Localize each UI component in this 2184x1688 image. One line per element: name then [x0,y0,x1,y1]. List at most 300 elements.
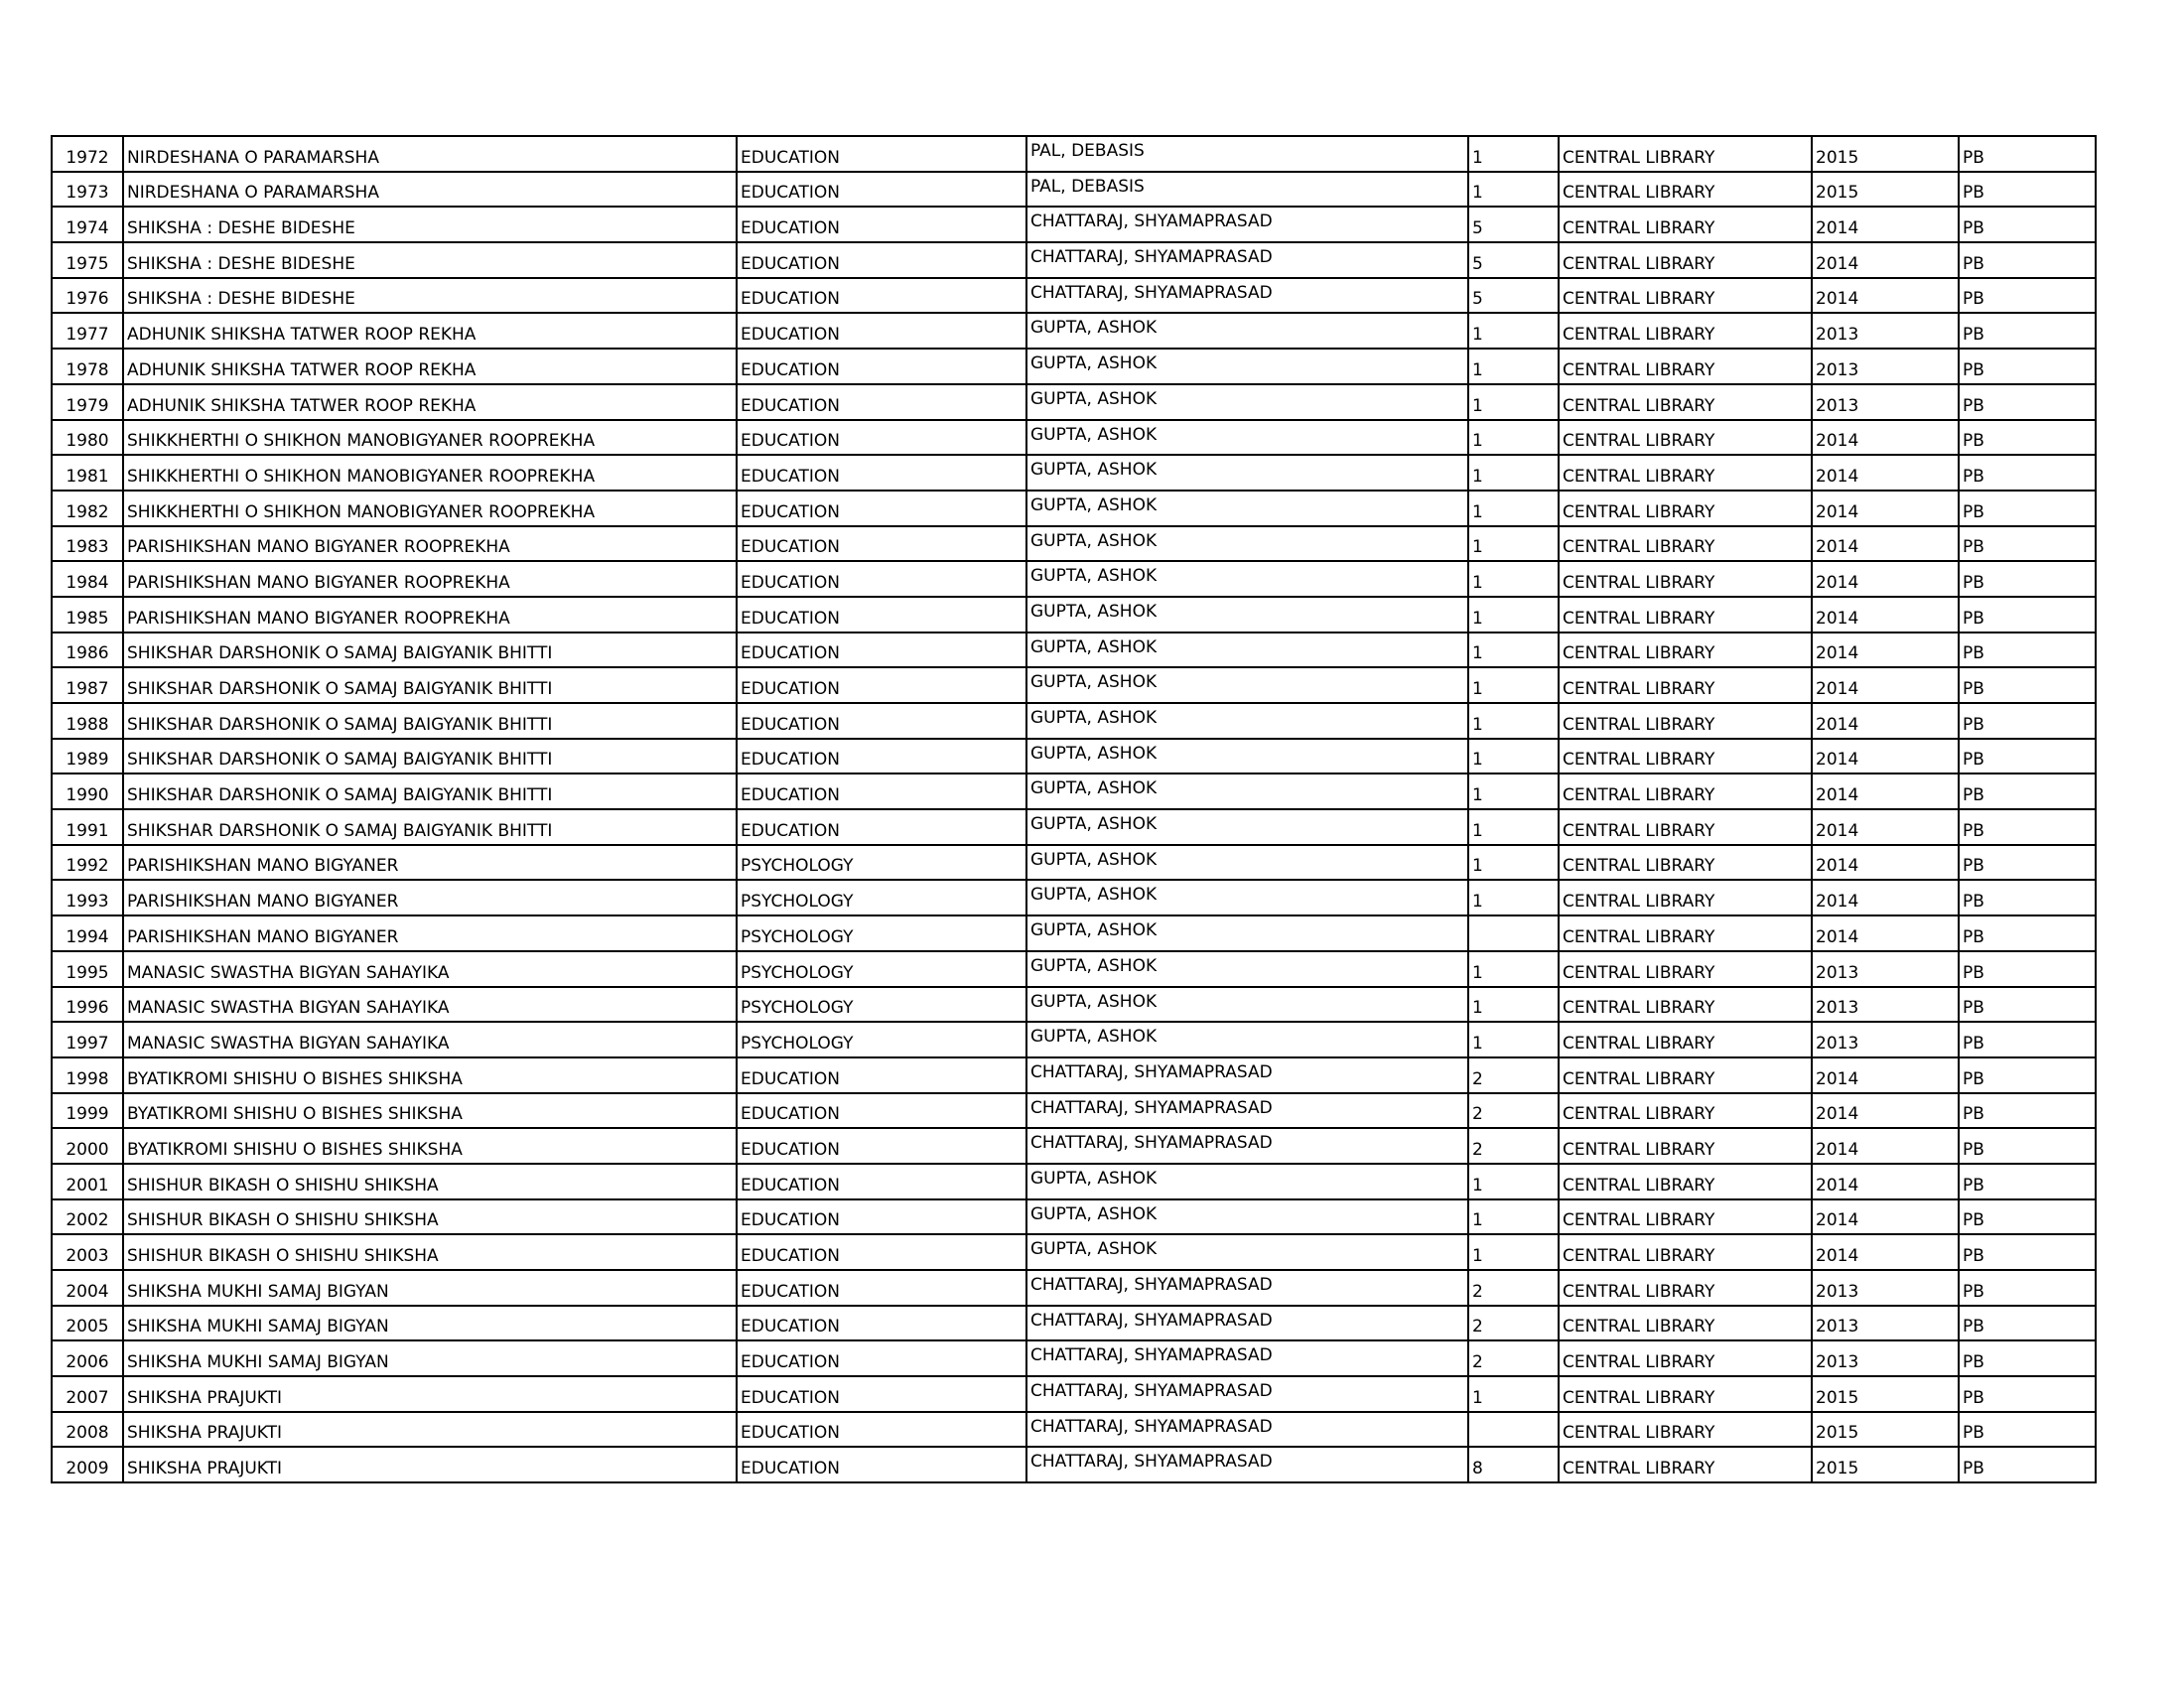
year-cell: 2014 [1812,207,1959,242]
author-cell: GUPTA, ASHOK [1026,1022,1468,1057]
accession-number-cell: 1998 [52,1057,123,1093]
copies-cell: 1 [1468,349,1559,384]
table-row [52,703,2096,739]
table-row [52,951,2096,987]
library-cell: CENTRAL LIBRARY [1559,1270,1812,1306]
binding-cell: PB [1959,1306,2096,1341]
accession-number-cell: 1981 [52,455,123,491]
binding-cell: PB [1959,1057,2096,1093]
subject-cell: EDUCATION [737,172,1026,208]
book-title-cell: SHIKSHAR DARSHONIK O SAMAJ BAIGYANIK BHITTI [123,809,737,845]
accession-number-cell: 2002 [52,1199,123,1235]
author-cell: GUPTA, ASHOK [1026,633,1468,668]
accession-number-cell: 1984 [52,561,123,597]
table-row [52,136,2096,172]
binding-cell: PB [1959,1199,2096,1235]
subject-cell: PSYCHOLOGY [737,880,1026,915]
table-row [52,1412,2096,1448]
table-row [52,1022,2096,1057]
library-cell: CENTRAL LIBRARY [1559,880,1812,915]
book-title-cell: MANASIC SWASTHA BIGYAN SAHAYIKA [123,987,737,1023]
binding-cell: PB [1959,455,2096,491]
table-row [52,1093,2096,1129]
table-row [52,420,2096,456]
accession-number-cell: 2004 [52,1270,123,1306]
subject-cell: EDUCATION [737,703,1026,739]
author-cell: GUPTA, ASHOK [1026,455,1468,491]
copies-cell: 1 [1468,597,1559,633]
subject-cell: EDUCATION [737,1199,1026,1235]
book-title-cell: PARISHIKSHAN MANO BIGYANER ROOPREKHA [123,597,737,633]
book-title-cell: ADHUNIK SHIKSHA TATWER ROOP REKHA [123,349,737,384]
year-cell: 2015 [1812,1412,1959,1448]
library-cell: CENTRAL LIBRARY [1559,774,1812,809]
author-cell: CHATTARAJ, SHYAMAPRASAD [1026,242,1468,278]
subject-cell: EDUCATION [737,491,1026,526]
table-row [52,1447,2096,1482]
book-title-cell: SHIKSHA : DESHE BIDESHE [123,207,737,242]
year-cell: 2014 [1812,633,1959,668]
binding-cell: PB [1959,880,2096,915]
author-cell: GUPTA, ASHOK [1026,915,1468,951]
library-cell: CENTRAL LIBRARY [1559,526,1812,562]
subject-cell: EDUCATION [737,1447,1026,1482]
accession-number-cell: 1997 [52,1022,123,1057]
accession-number-cell: 1988 [52,703,123,739]
subject-cell: EDUCATION [737,384,1026,420]
author-cell: PAL, DEBASIS [1026,136,1468,172]
year-cell: 2013 [1812,1022,1959,1057]
subject-cell: EDUCATION [737,774,1026,809]
book-title-cell: BYATIKROMI SHISHU O BISHES SHIKSHA [123,1093,737,1129]
table-row [52,667,2096,703]
library-cell: CENTRAL LIBRARY [1559,242,1812,278]
accession-number-cell: 2006 [52,1340,123,1376]
copies-cell: 1 [1468,987,1559,1023]
subject-cell: EDUCATION [737,1164,1026,1199]
book-title-cell: SHIKSHA : DESHE BIDESHE [123,242,737,278]
library-cell: CENTRAL LIBRARY [1559,667,1812,703]
accession-number-cell: 1975 [52,242,123,278]
year-cell: 2014 [1812,1057,1959,1093]
subject-cell: PSYCHOLOGY [737,845,1026,881]
table-row [52,207,2096,242]
library-cell: CENTRAL LIBRARY [1559,420,1812,456]
library-cell: CENTRAL LIBRARY [1559,1376,1812,1412]
table-row [52,1164,2096,1199]
library-cell: CENTRAL LIBRARY [1559,172,1812,208]
book-title-cell: SHIKSHAR DARSHONIK O SAMAJ BAIGYANIK BHITTI [123,667,737,703]
library-cell: CENTRAL LIBRARY [1559,1234,1812,1270]
author-cell: CHATTARAJ, SHYAMAPRASAD [1026,1412,1468,1448]
book-title-cell: MANASIC SWASTHA BIGYAN SAHAYIKA [123,1022,737,1057]
table-row [52,349,2096,384]
author-cell: CHATTARAJ, SHYAMAPRASAD [1026,1340,1468,1376]
accession-number-cell: 1990 [52,774,123,809]
book-title-cell: SHIKSHAR DARSHONIK O SAMAJ BAIGYANIK BHITTI [123,739,737,774]
book-title-cell: SHIKSHAR DARSHONIK O SAMAJ BAIGYANIK BHITTI [123,703,737,739]
year-cell: 2014 [1812,597,1959,633]
accession-number-cell: 2001 [52,1164,123,1199]
table-row [52,455,2096,491]
copies-cell: 5 [1468,278,1559,314]
subject-cell: EDUCATION [737,739,1026,774]
table-row [52,880,2096,915]
subject-cell: EDUCATION [737,136,1026,172]
accession-number-cell: 2009 [52,1447,123,1482]
accession-number-cell: 1989 [52,739,123,774]
book-title-cell: ADHUNIK SHIKSHA TATWER ROOP REKHA [123,384,737,420]
book-title-cell: PARISHIKSHAN MANO BIGYANER [123,915,737,951]
author-cell: GUPTA, ASHOK [1026,703,1468,739]
copies-cell: 2 [1468,1306,1559,1341]
book-title-cell: PARISHIKSHAN MANO BIGYANER ROOPREKHA [123,526,737,562]
year-cell: 2013 [1812,1340,1959,1376]
accession-number-cell: 2000 [52,1128,123,1164]
copies-cell: 1 [1468,172,1559,208]
accession-number-cell: 1993 [52,880,123,915]
year-cell: 2014 [1812,1093,1959,1129]
copies-cell: 2 [1468,1340,1559,1376]
subject-cell: EDUCATION [737,1376,1026,1412]
binding-cell: PB [1959,384,2096,420]
year-cell: 2013 [1812,1306,1959,1341]
accession-number-cell: 2003 [52,1234,123,1270]
table-row [52,1306,2096,1341]
accession-number-cell: 1974 [52,207,123,242]
binding-cell: PB [1959,1234,2096,1270]
library-cell: CENTRAL LIBRARY [1559,1199,1812,1235]
subject-cell: EDUCATION [737,1128,1026,1164]
accession-number-cell: 1977 [52,313,123,349]
year-cell: 2014 [1812,915,1959,951]
subject-cell: EDUCATION [737,526,1026,562]
library-cell: CENTRAL LIBRARY [1559,951,1812,987]
library-cell: CENTRAL LIBRARY [1559,1164,1812,1199]
accession-number-cell: 1979 [52,384,123,420]
library-cell: CENTRAL LIBRARY [1559,597,1812,633]
table-row [52,845,2096,881]
binding-cell: PB [1959,313,2096,349]
accession-number-cell: 1986 [52,633,123,668]
year-cell: 2015 [1812,1376,1959,1412]
year-cell: 2014 [1812,774,1959,809]
subject-cell: EDUCATION [737,667,1026,703]
copies-cell: 1 [1468,809,1559,845]
table-row [52,1340,2096,1376]
subject-cell: EDUCATION [737,278,1026,314]
copies-cell: 1 [1468,491,1559,526]
copies-cell: 1 [1468,1199,1559,1235]
catalog-rows [52,136,2096,1482]
author-cell: GUPTA, ASHOK [1026,809,1468,845]
library-cell: CENTRAL LIBRARY [1559,313,1812,349]
table-row [52,1270,2096,1306]
author-cell: GUPTA, ASHOK [1026,774,1468,809]
copies-cell: 1 [1468,384,1559,420]
author-cell: CHATTARAJ, SHYAMAPRASAD [1026,1093,1468,1129]
year-cell: 2014 [1812,809,1959,845]
copies-cell: 1 [1468,136,1559,172]
library-cell: CENTRAL LIBRARY [1559,278,1812,314]
subject-cell: EDUCATION [737,597,1026,633]
library-cell: CENTRAL LIBRARY [1559,1412,1812,1448]
table-row [52,1234,2096,1270]
author-cell: GUPTA, ASHOK [1026,491,1468,526]
binding-cell: PB [1959,1340,2096,1376]
library-cell: CENTRAL LIBRARY [1559,987,1812,1023]
subject-cell: EDUCATION [737,1234,1026,1270]
author-cell: GUPTA, ASHOK [1026,526,1468,562]
copies-cell: 5 [1468,207,1559,242]
subject-cell: EDUCATION [737,420,1026,456]
library-cell: CENTRAL LIBRARY [1559,739,1812,774]
year-cell: 2014 [1812,561,1959,597]
author-cell: GUPTA, ASHOK [1026,420,1468,456]
book-title-cell: SHIKSHA PRAJUKTI [123,1412,737,1448]
subject-cell: EDUCATION [737,561,1026,597]
book-title-cell: SHIKSHA MUKHI SAMAJ BIGYAN [123,1340,737,1376]
library-cell: CENTRAL LIBRARY [1559,1447,1812,1482]
book-title-cell: ADHUNIK SHIKSHA TATWER ROOP REKHA [123,313,737,349]
binding-cell: PB [1959,633,2096,668]
year-cell: 2013 [1812,313,1959,349]
author-cell: GUPTA, ASHOK [1026,1234,1468,1270]
author-cell: GUPTA, ASHOK [1026,313,1468,349]
year-cell: 2014 [1812,278,1959,314]
author-cell: GUPTA, ASHOK [1026,667,1468,703]
library-cell: CENTRAL LIBRARY [1559,845,1812,881]
subject-cell: PSYCHOLOGY [737,1022,1026,1057]
year-cell: 2014 [1812,1128,1959,1164]
book-title-cell: SHIKSHAR DARSHONIK O SAMAJ BAIGYANIK BHITTI [123,633,737,668]
table-row [52,242,2096,278]
year-cell: 2013 [1812,951,1959,987]
table-row [52,739,2096,774]
accession-number-cell: 1972 [52,136,123,172]
library-cell: CENTRAL LIBRARY [1559,1340,1812,1376]
author-cell: GUPTA, ASHOK [1026,597,1468,633]
copies-cell: 1 [1468,455,1559,491]
author-cell: CHATTARAJ, SHYAMAPRASAD [1026,278,1468,314]
library-cell: CENTRAL LIBRARY [1559,809,1812,845]
subject-cell: EDUCATION [737,1306,1026,1341]
subject-cell: EDUCATION [737,1057,1026,1093]
binding-cell: PB [1959,597,2096,633]
binding-cell: PB [1959,349,2096,384]
year-cell: 2013 [1812,349,1959,384]
author-cell: GUPTA, ASHOK [1026,951,1468,987]
author-cell: CHATTARAJ, SHYAMAPRASAD [1026,1270,1468,1306]
accession-number-cell: 1983 [52,526,123,562]
accession-number-cell: 1987 [52,667,123,703]
binding-cell: PB [1959,172,2096,208]
year-cell: 2014 [1812,491,1959,526]
copies-cell: 1 [1468,951,1559,987]
binding-cell: PB [1959,987,2096,1023]
binding-cell: PB [1959,207,2096,242]
accession-number-cell: 1980 [52,420,123,456]
author-cell: PAL, DEBASIS [1026,172,1468,208]
accession-number-cell: 1982 [52,491,123,526]
author-cell: GUPTA, ASHOK [1026,739,1468,774]
copies-cell: 2 [1468,1057,1559,1093]
year-cell: 2014 [1812,1234,1959,1270]
binding-cell: PB [1959,1447,2096,1482]
accession-number-cell: 1978 [52,349,123,384]
table-row [52,313,2096,349]
library-cell: CENTRAL LIBRARY [1559,703,1812,739]
binding-cell: PB [1959,1022,2096,1057]
binding-cell: PB [1959,1128,2096,1164]
author-cell: GUPTA, ASHOK [1026,1199,1468,1235]
library-cell: CENTRAL LIBRARY [1559,349,1812,384]
year-cell: 2014 [1812,739,1959,774]
accession-number-cell: 2008 [52,1412,123,1448]
year-cell: 2014 [1812,845,1959,881]
copies-cell: 2 [1468,1270,1559,1306]
table-row [52,809,2096,845]
accession-number-cell: 2007 [52,1376,123,1412]
binding-cell: PB [1959,809,2096,845]
library-cell: CENTRAL LIBRARY [1559,561,1812,597]
book-title-cell: SHIKSHA MUKHI SAMAJ BIGYAN [123,1270,737,1306]
copies-cell: 1 [1468,739,1559,774]
binding-cell: PB [1959,951,2096,987]
library-cell: CENTRAL LIBRARY [1559,1022,1812,1057]
copies-cell: 1 [1468,703,1559,739]
subject-cell: PSYCHOLOGY [737,951,1026,987]
author-cell: GUPTA, ASHOK [1026,880,1468,915]
library-cell: CENTRAL LIBRARY [1559,207,1812,242]
book-title-cell: BYATIKROMI SHISHU O BISHES SHIKSHA [123,1128,737,1164]
copies-cell: 1 [1468,526,1559,562]
year-cell: 2014 [1812,242,1959,278]
table-row [52,1376,2096,1412]
book-title-cell: SHIKSHAR DARSHONIK O SAMAJ BAIGYANIK BHITTI [123,774,737,809]
copies-cell: 2 [1468,1093,1559,1129]
year-cell: 2014 [1812,1164,1959,1199]
book-title-cell: PARISHIKSHAN MANO BIGYANER [123,845,737,881]
book-title-cell: SHIKKHERTHI O SHIKHON MANOBIGYANER ROOPREKHA [123,420,737,456]
year-cell: 2014 [1812,703,1959,739]
copies-cell: 1 [1468,1164,1559,1199]
library-cell: CENTRAL LIBRARY [1559,384,1812,420]
binding-cell: PB [1959,1412,2096,1448]
book-title-cell: NIRDESHANA O PARAMARSHA [123,172,737,208]
book-title-cell: SHISHUR BIKASH O SHISHU SHIKSHA [123,1234,737,1270]
author-cell: GUPTA, ASHOK [1026,384,1468,420]
table-row [52,526,2096,562]
copies-cell [1468,915,1559,951]
table-row [52,561,2096,597]
binding-cell: PB [1959,491,2096,526]
binding-cell: PB [1959,845,2096,881]
accession-number-cell: 2005 [52,1306,123,1341]
subject-cell: EDUCATION [737,455,1026,491]
author-cell: GUPTA, ASHOK [1026,561,1468,597]
year-cell: 2013 [1812,987,1959,1023]
accession-number-cell: 1999 [52,1093,123,1129]
accession-number-cell: 1973 [52,172,123,208]
table-row [52,1057,2096,1093]
book-title-cell: NIRDESHANA O PARAMARSHA [123,136,737,172]
library-cell: CENTRAL LIBRARY [1559,1306,1812,1341]
subject-cell: PSYCHOLOGY [737,915,1026,951]
year-cell: 2015 [1812,1447,1959,1482]
binding-cell: PB [1959,526,2096,562]
copies-cell: 1 [1468,1022,1559,1057]
table-row [52,633,2096,668]
table-row [52,278,2096,314]
library-cell: CENTRAL LIBRARY [1559,136,1812,172]
year-cell: 2013 [1812,1270,1959,1306]
binding-cell: PB [1959,1376,2096,1412]
subject-cell: EDUCATION [737,349,1026,384]
year-cell: 2015 [1812,172,1959,208]
book-title-cell: SHISHUR BIKASH O SHISHU SHIKSHA [123,1199,737,1235]
subject-cell: EDUCATION [737,1412,1026,1448]
subject-cell: EDUCATION [737,242,1026,278]
accession-number-cell: 1991 [52,809,123,845]
subject-cell: EDUCATION [737,207,1026,242]
library-cell: CENTRAL LIBRARY [1559,1093,1812,1129]
book-title-cell: PARISHIKSHAN MANO BIGYANER ROOPREKHA [123,561,737,597]
copies-cell: 8 [1468,1447,1559,1482]
copies-cell: 1 [1468,633,1559,668]
library-cell: CENTRAL LIBRARY [1559,455,1812,491]
table-row [52,1128,2096,1164]
book-title-cell: MANASIC SWASTHA BIGYAN SAHAYIKA [123,951,737,987]
year-cell: 2014 [1812,455,1959,491]
accession-number-cell: 1996 [52,987,123,1023]
year-cell: 2014 [1812,1199,1959,1235]
book-title-cell: SHISHUR BIKASH O SHISHU SHIKSHA [123,1164,737,1199]
copies-cell [1468,1412,1559,1448]
binding-cell: PB [1959,703,2096,739]
binding-cell: PB [1959,420,2096,456]
year-cell: 2014 [1812,880,1959,915]
binding-cell: PB [1959,1164,2096,1199]
binding-cell: PB [1959,1270,2096,1306]
subject-cell: EDUCATION [737,1340,1026,1376]
author-cell: GUPTA, ASHOK [1026,1164,1468,1199]
author-cell: GUPTA, ASHOK [1026,845,1468,881]
year-cell: 2015 [1812,136,1959,172]
copies-cell: 5 [1468,242,1559,278]
copies-cell: 1 [1468,774,1559,809]
table-row [52,774,2096,809]
library-cell: CENTRAL LIBRARY [1559,1128,1812,1164]
copies-cell: 1 [1468,880,1559,915]
binding-cell: PB [1959,774,2096,809]
subject-cell: EDUCATION [737,809,1026,845]
year-cell: 2014 [1812,526,1959,562]
book-title-cell: SHIKSHA PRAJUKTI [123,1376,737,1412]
accession-number-cell: 1994 [52,915,123,951]
book-catalog-table [51,135,2097,1483]
table-row [52,597,2096,633]
year-cell: 2013 [1812,384,1959,420]
book-title-cell: PARISHIKSHAN MANO BIGYANER [123,880,737,915]
author-cell: CHATTARAJ, SHYAMAPRASAD [1026,1057,1468,1093]
accession-number-cell: 1976 [52,278,123,314]
year-cell: 2014 [1812,420,1959,456]
table-row [52,172,2096,208]
accession-number-cell: 1992 [52,845,123,881]
author-cell: CHATTARAJ, SHYAMAPRASAD [1026,1447,1468,1482]
table-row [52,384,2096,420]
